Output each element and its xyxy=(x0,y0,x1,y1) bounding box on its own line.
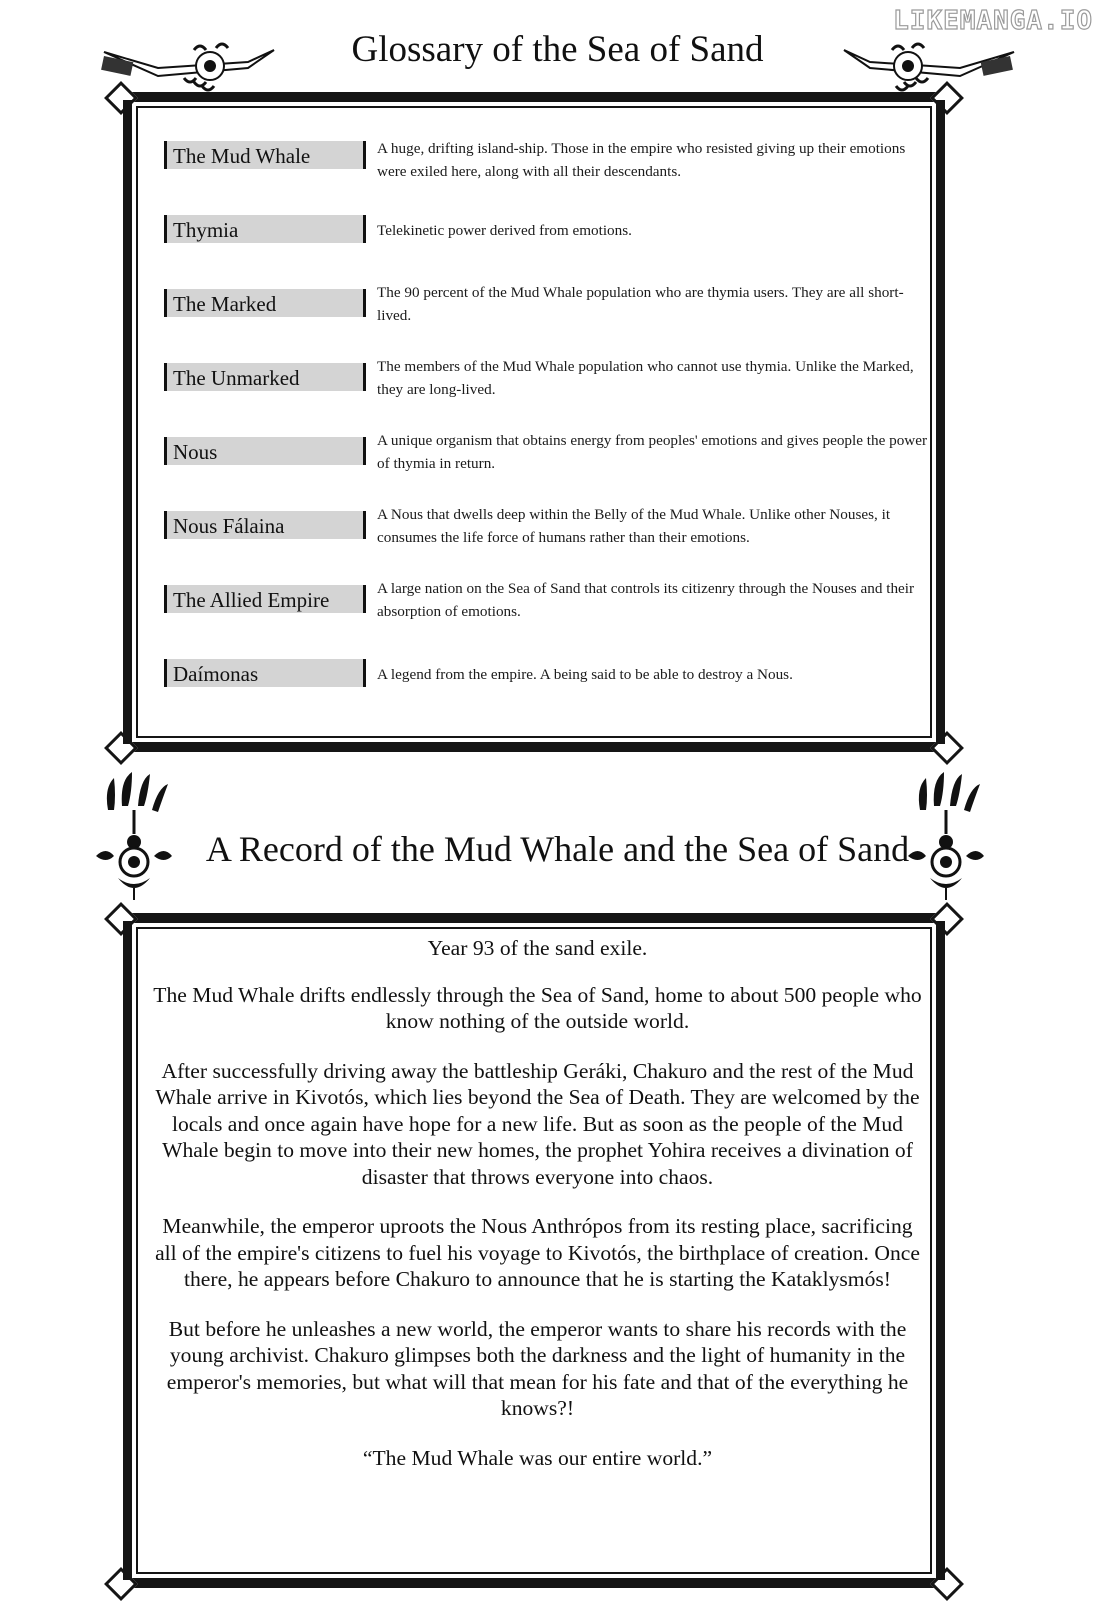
glossary-entry xyxy=(164,433,934,485)
glossary-definition: A Nous that dwells deep within the Belly of the Mud Whale. Unlike other Nouses, it consumes the life force of humans rather than their emotions. xyxy=(377,506,891,546)
record-paragraph: But before he unleashes a new world, the emperor wants to share his records with the young archivist. Chakuro glimpses both the darkness and the light of humanity in the emperor's memories, but what will that mean for his fate and that of the everything he knows?! xyxy=(166,1316,909,1420)
record-paragraph: The Mud Whale drifts endlessly through the Sea of Sand, home to about 500 people who know nothing of the outside world. xyxy=(153,982,922,1033)
glossary-entry xyxy=(164,285,934,337)
record-paragraph: After successfully driving away the battleship Geráki, Chakuro and the rest of the Mud Whale arrive in Kivotós, which lies beyond the Sea of Death. They are welcomed by the locals and once again have hope for a new life. But as soon as the people of the Mud Whale begin to move into their new homes, the prophet Yohira receives a divination of disaster that throws everyone into chaos. xyxy=(155,1058,920,1189)
site-watermark: LIKEMANGA.IO xyxy=(893,6,1093,36)
glossary-definition: The members of the Mud Whale population who cannot use thymia. Unlike the Marked, they are long-lived. xyxy=(377,358,914,398)
glossary-entry xyxy=(164,507,934,559)
glossary-entry xyxy=(164,359,934,411)
glossary-definition: A unique organism that obtains energy from peoples' emotions and gives people the power of thymia in return. xyxy=(377,432,928,472)
record-title: A Record of the Mud Whale and the Sea of Sand xyxy=(205,829,910,869)
glossary-term: Nous Fálaina xyxy=(164,511,366,539)
glossary-definition: A legend from the empire. A being said to be able to destroy a Nous. xyxy=(377,666,793,683)
glossary-term: Daímonas xyxy=(164,659,366,687)
record-paragraph: Year 93 of the sand exile. xyxy=(427,936,648,960)
glossary-term: The Unmarked xyxy=(164,363,366,391)
record-paragraph: Meanwhile, the emperor uproots the Nous Anthrópos from its resting place, sacrificing all of the empire's citizens to fuel his voyage to Kivotós, the birthplace of creation. Once there, he appears before Chakuro to announce that he is starting the Kataklysmós! xyxy=(155,1214,920,1291)
glossary-definition: A huge, drifting island-ship. Those in the empire who resisted giving up their emotions were exiled here, along with all their descendants. xyxy=(377,140,906,180)
glossary-entry xyxy=(164,655,934,707)
glossary-entry xyxy=(164,211,934,263)
record-quote: “The Mud Whale was our entire world.” xyxy=(362,1445,713,1470)
glossary-term: The Marked xyxy=(164,289,366,317)
glossary-definition: The 90 percent of the Mud Whale population who are thymia users. They are all short-lived. xyxy=(377,284,904,324)
glossary-term: Thymia xyxy=(164,215,366,243)
glossary-entry xyxy=(164,581,934,633)
glossary-title: Glossary of the Sea of Sand xyxy=(351,29,764,70)
glossary-term: The Mud Whale xyxy=(164,141,366,169)
glossary-entry xyxy=(164,137,934,189)
glossary-frame xyxy=(123,92,945,752)
glossary-term: The Allied Empire xyxy=(164,585,366,613)
glossary-definition: Telekinetic power derived from emotions. xyxy=(377,222,632,239)
record-body xyxy=(150,935,925,1494)
glossary-definition: A large nation on the Sea of Sand that controls its citizenry through the Nouses and their absorption of emotions. xyxy=(377,580,915,620)
glossary-term: Nous xyxy=(164,437,366,465)
